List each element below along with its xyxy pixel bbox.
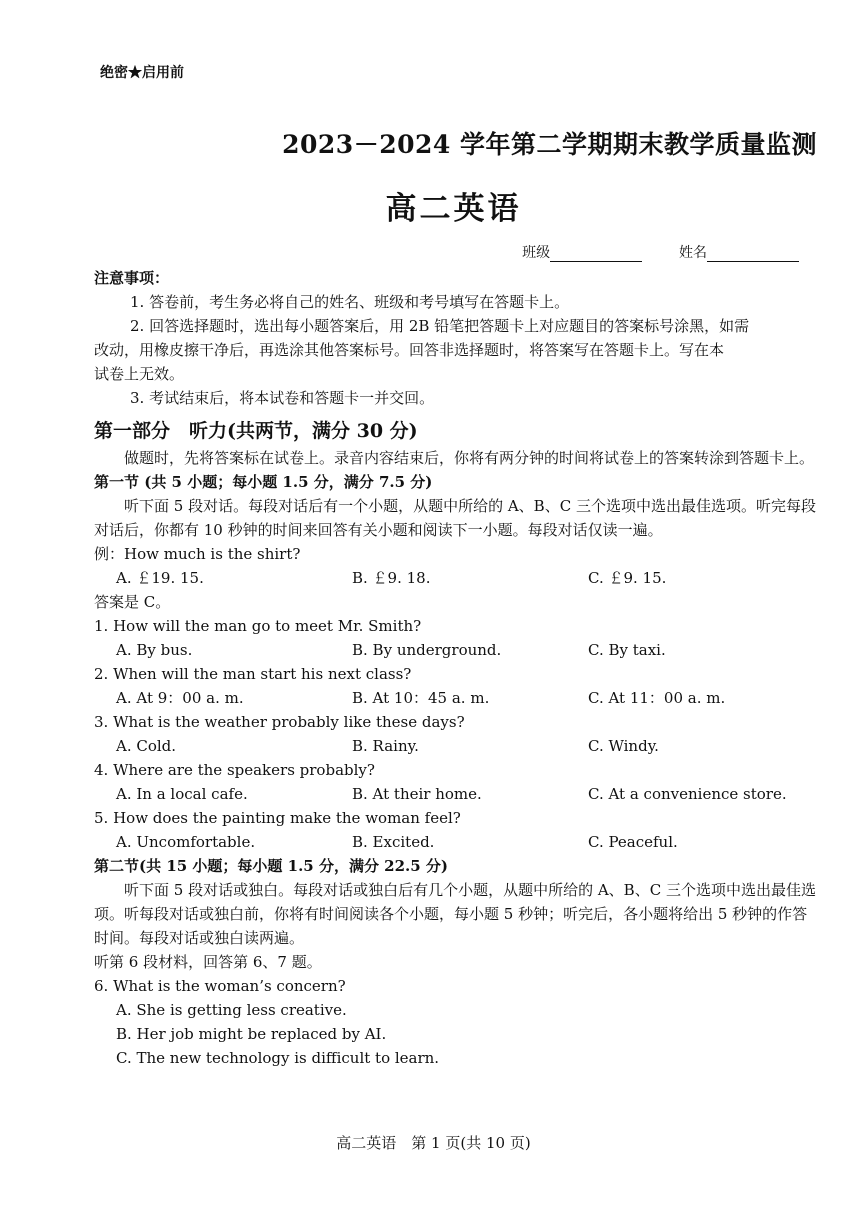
question-text: 2. When will the man start his next class?: [94, 665, 412, 683]
option-b: B. Her job might be replaced by AI.: [116, 1025, 387, 1043]
question-2: [94, 662, 819, 710]
section1-intro: 听下面 5 段对话。每段对话后有一个小题，从题中所给的 A、B、C 三个选项中选出最佳选项。听完每段对话后，你都有 10 秒钟的时间来回答有关小题和阅读下一小题。每段对话仅读一遍。: [94, 497, 816, 539]
class-blank: [550, 247, 642, 262]
option-a: A. At 9：00 a. m.: [116, 689, 244, 707]
notice-item-2a: 2. 回答选择题时，选出每小题答案后，用 2B 铅笔把答题卡上对应题目的答案标号涂黑，如需: [130, 317, 750, 335]
option-c: C. The new technology is difficult to learn.: [116, 1049, 440, 1067]
page-footer: 高二英语 第 1 页(共 10 页): [336, 1134, 531, 1152]
option-b: B. At 10：45 a. m.: [352, 689, 490, 707]
option-a: A. Uncomfortable.: [116, 833, 256, 851]
example-option-c: C. ￡9. 15.: [588, 569, 667, 587]
notice-item-2c: 试卷上无效。: [94, 365, 185, 383]
option-b: B. At their home.: [352, 785, 482, 803]
question-text: 1. How will the man go to meet Mr. Smith?: [94, 617, 422, 635]
exam-content: [94, 266, 819, 1070]
question-6: [94, 974, 819, 1070]
class-label: 班级: [522, 245, 551, 261]
option-a: A. In a local cafe.: [116, 785, 248, 803]
student-info-fields: [522, 242, 799, 262]
question-text: 5. How does the painting make the woman feel?: [94, 809, 461, 827]
exam-title: 2023－2024 学年第二学期期末教学质量监测: [282, 130, 817, 159]
example-answer: 答案是 C。: [94, 593, 171, 611]
example-question: 例：How much is the shirt?: [94, 545, 301, 563]
option-c: C. By taxi.: [588, 641, 666, 659]
question-options: [94, 686, 819, 710]
question-text: 6. What is the woman’s concern?: [94, 977, 346, 995]
option-a: A. She is getting less creative.: [116, 1001, 347, 1019]
notice-item-1: 1. 答卷前，考生务必将自己的姓名、班级和考号填写在答题卡上。: [130, 293, 570, 311]
name-blank: [707, 247, 799, 262]
question-4: [94, 758, 819, 806]
subject-title: 高二英语: [385, 191, 522, 227]
question-3: [94, 710, 819, 758]
question-text: 4. Where are the speakers probably?: [94, 761, 375, 779]
question-1: [94, 614, 819, 662]
part1-intro: 做题时，先将答案标在试卷上。录音内容结束后，你将有两分钟的时间将试卷上的答案转涂到答题卡上。: [124, 449, 815, 467]
question-options: [94, 734, 819, 758]
material-instruction: 听第 6 段材料，回答第 6、7 题。: [94, 953, 322, 971]
name-label: 姓名: [679, 245, 707, 261]
option-c: C. Windy.: [588, 737, 659, 755]
question-text: 3. What is the weather probably like these days?: [94, 713, 465, 731]
question-options: [94, 782, 819, 806]
option-b: B. Excited.: [352, 833, 435, 851]
example-option-b: B. ￡9. 18.: [352, 569, 431, 587]
confidential-label: 绝密★启用前: [100, 65, 184, 81]
question-options: [94, 638, 819, 662]
notice-item-3: 3. 考试结束后，将本试卷和答题卡一并交回。: [130, 389, 435, 407]
question-options: [94, 830, 819, 854]
example-options: [94, 566, 819, 590]
question-5: [94, 806, 819, 854]
section2-intro: 听下面 5 段对话或独白。每段对话或独白后有几个小题，从题中所给的 A、B、C 三个选项中选出最佳选项。听每段对话或独白前，你将有时间阅读各个小题，每小题 5 秒钟；听完后，各小题将给出 5 秒钟的作答时间。每段对话或独白读两遍。: [94, 881, 816, 947]
notice-heading: 注意事项：: [94, 269, 170, 287]
option-b: B. By underground.: [352, 641, 502, 659]
option-a: A. By bus.: [116, 641, 193, 659]
notice-item-2b: 改动，用橡皮擦干净后，再选涂其他答案标号。回答非选择题时，将答案写在答题卡上。写在本: [94, 341, 725, 359]
option-c: C. At a convenience store.: [588, 785, 787, 803]
example-option-a: A. ￡19. 15.: [116, 569, 204, 587]
option-c: C. At 11：00 a. m.: [588, 689, 726, 707]
option-b: B. Rainy.: [352, 737, 419, 755]
section1-heading: 第一节 (共 5 小题；每小题 1.5 分，满分 7.5 分): [94, 473, 433, 491]
part1-heading: 第一部分 听力(共两节，满分 30 分): [94, 420, 418, 442]
option-c: C. Peaceful.: [588, 833, 678, 851]
section2-heading: 第二节(共 15 小题；每小题 1.5 分，满分 22.5 分): [94, 857, 449, 875]
option-a: A. Cold.: [116, 737, 177, 755]
